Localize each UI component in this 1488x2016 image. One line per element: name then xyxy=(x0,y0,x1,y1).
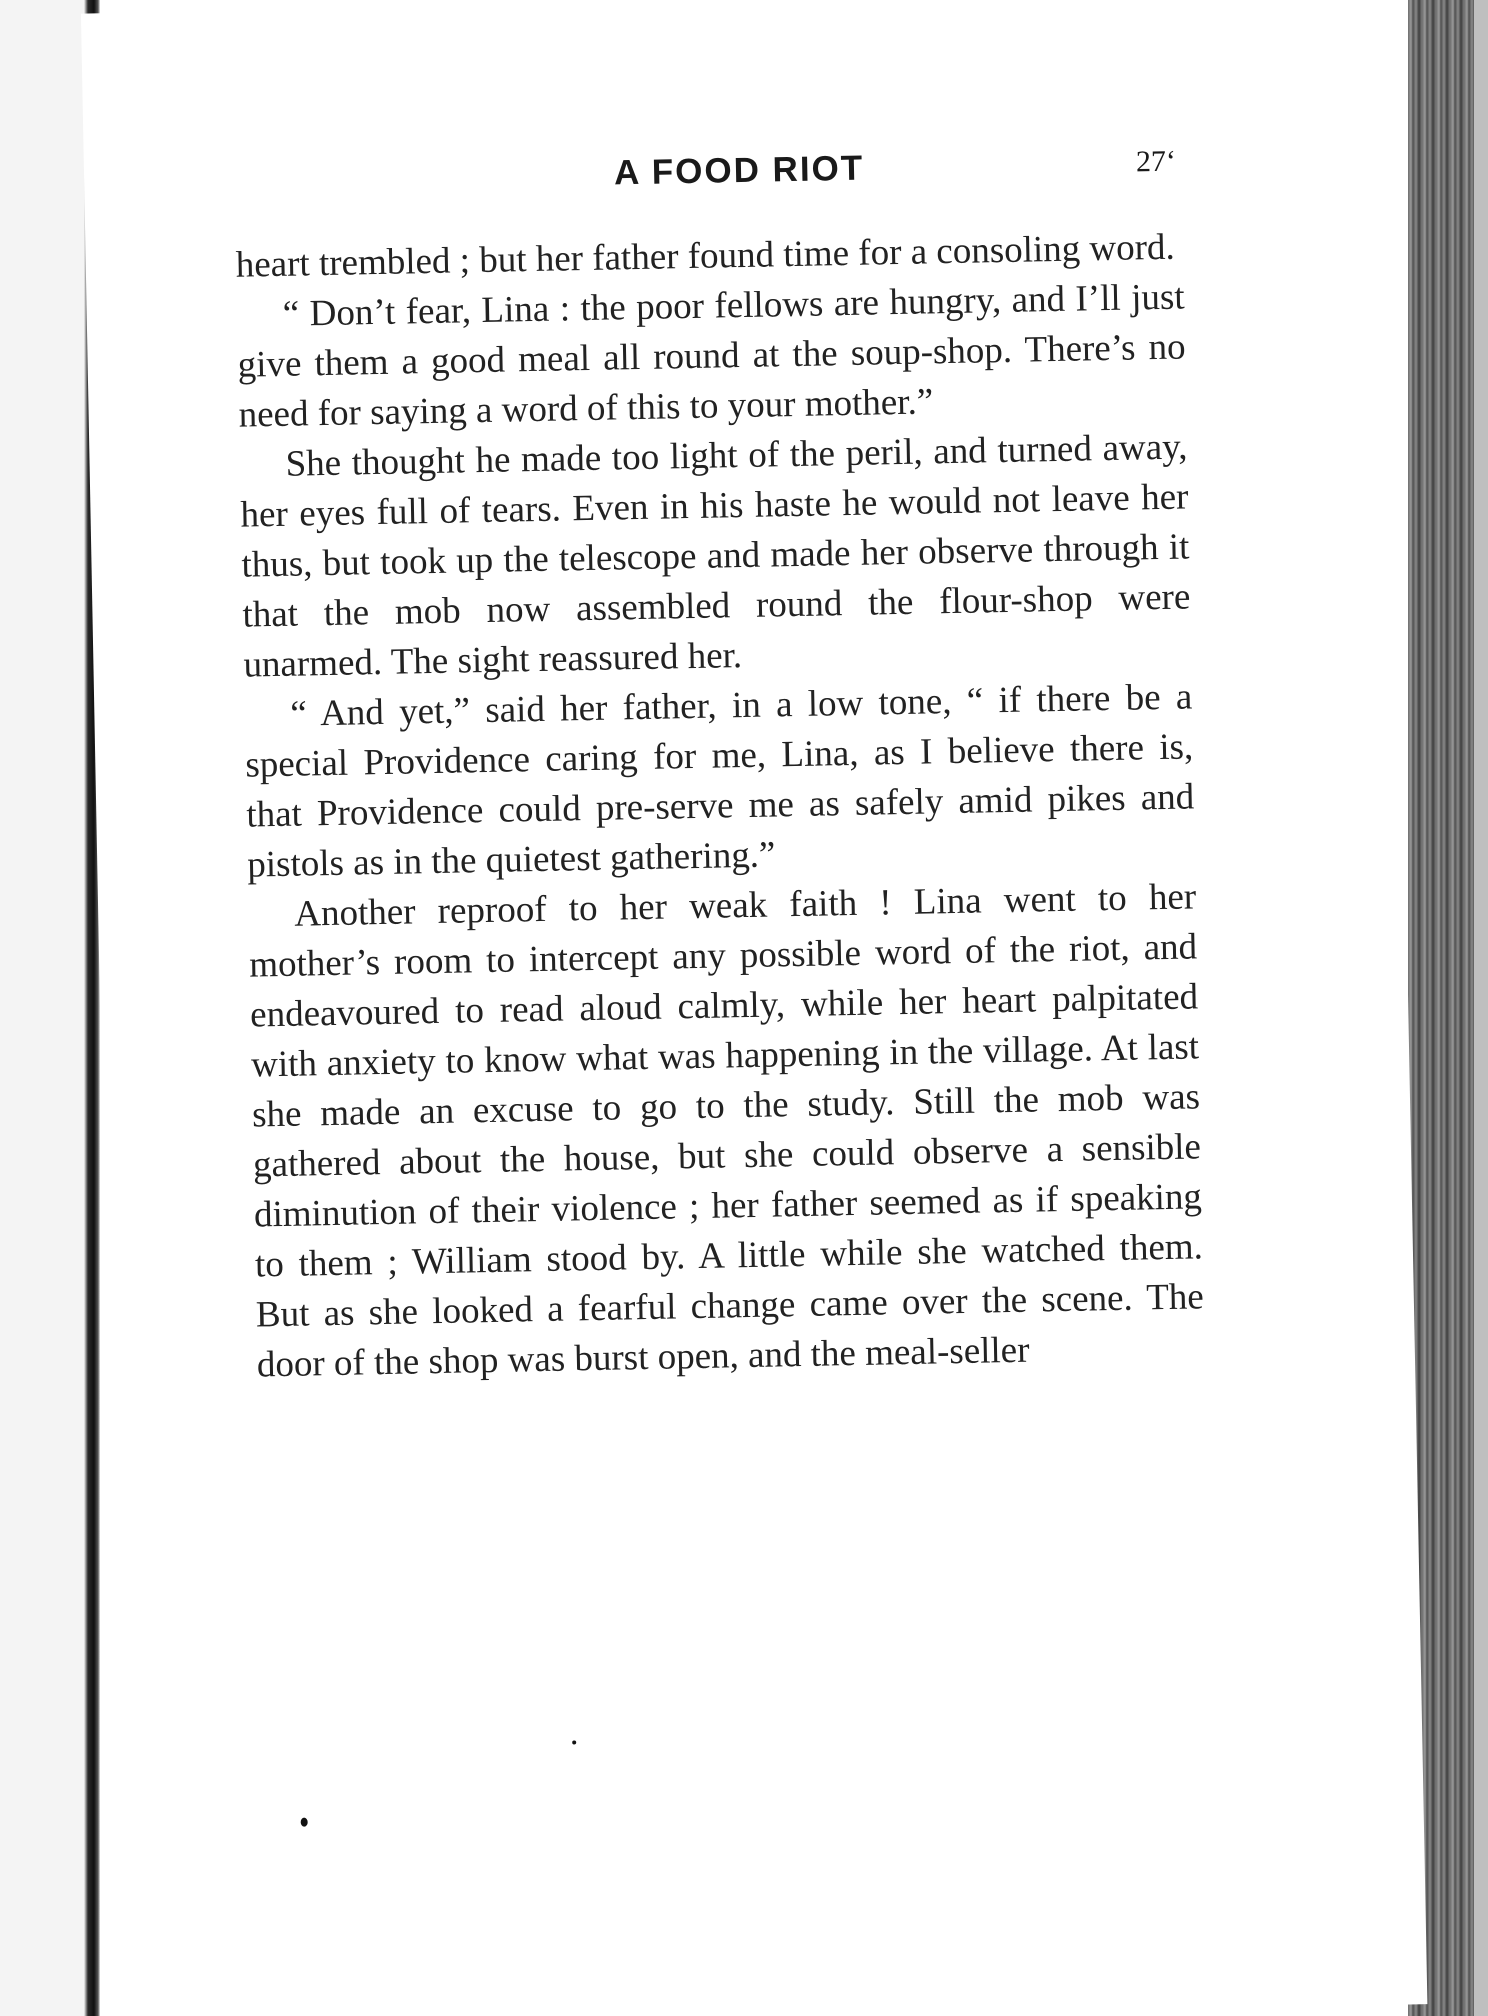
left-page-gutter xyxy=(0,0,100,2016)
paragraph: “ Don’t fear, Lina : the poor fellows are hungry, and I’ll just give them a good meal all round at the soup-shop. There’s no need for saying a word of this to your mother.” xyxy=(237,276,1186,436)
running-head xyxy=(224,142,1225,221)
running-title: A FOOD RIOT xyxy=(613,148,865,193)
paragraph: She thought he made too light of the peril, and turned away, her eyes full of tears. Even in his haste he would not leave her thus, but took up the telescope and made her observe through it that the mob now assembled round the flour-shop were unarmed. The sight reassured her. xyxy=(240,426,1191,686)
ink-speck xyxy=(301,1818,308,1827)
page-sheet xyxy=(81,0,1427,2016)
body-text xyxy=(235,223,1205,1391)
page-number: 27‘ xyxy=(1135,144,1177,179)
paragraph: Another reproof to her weak faith ! Lina went to her mother’s room to intercept any possible word of the riot, and endeavoured to read aloud calmly, while her heart palpitated with anxiety to know what was happening in the village. At last she made an excuse to go to the study. Still the mob was gathered about the house, but she could observe a sensible diminution of their violence ; her father seemed as if speaking to them ; William stood by. A little while she watched them. But as she looked a fearful change came over the scene. The door of the shop was burst open, and the meal-seller xyxy=(248,876,1205,1386)
paragraph: heart trembled ; but her father found time for a consoling word. xyxy=(235,226,1176,286)
paragraph: “ And yet,” said her father, in a low tone, “ if there be a special Providence caring for me, Lina, as I believe there is, that Providence could pre-serve me as safely amid pikes and pistols as in the quietest gathering.” xyxy=(244,676,1195,886)
ink-speck xyxy=(572,1740,576,1744)
